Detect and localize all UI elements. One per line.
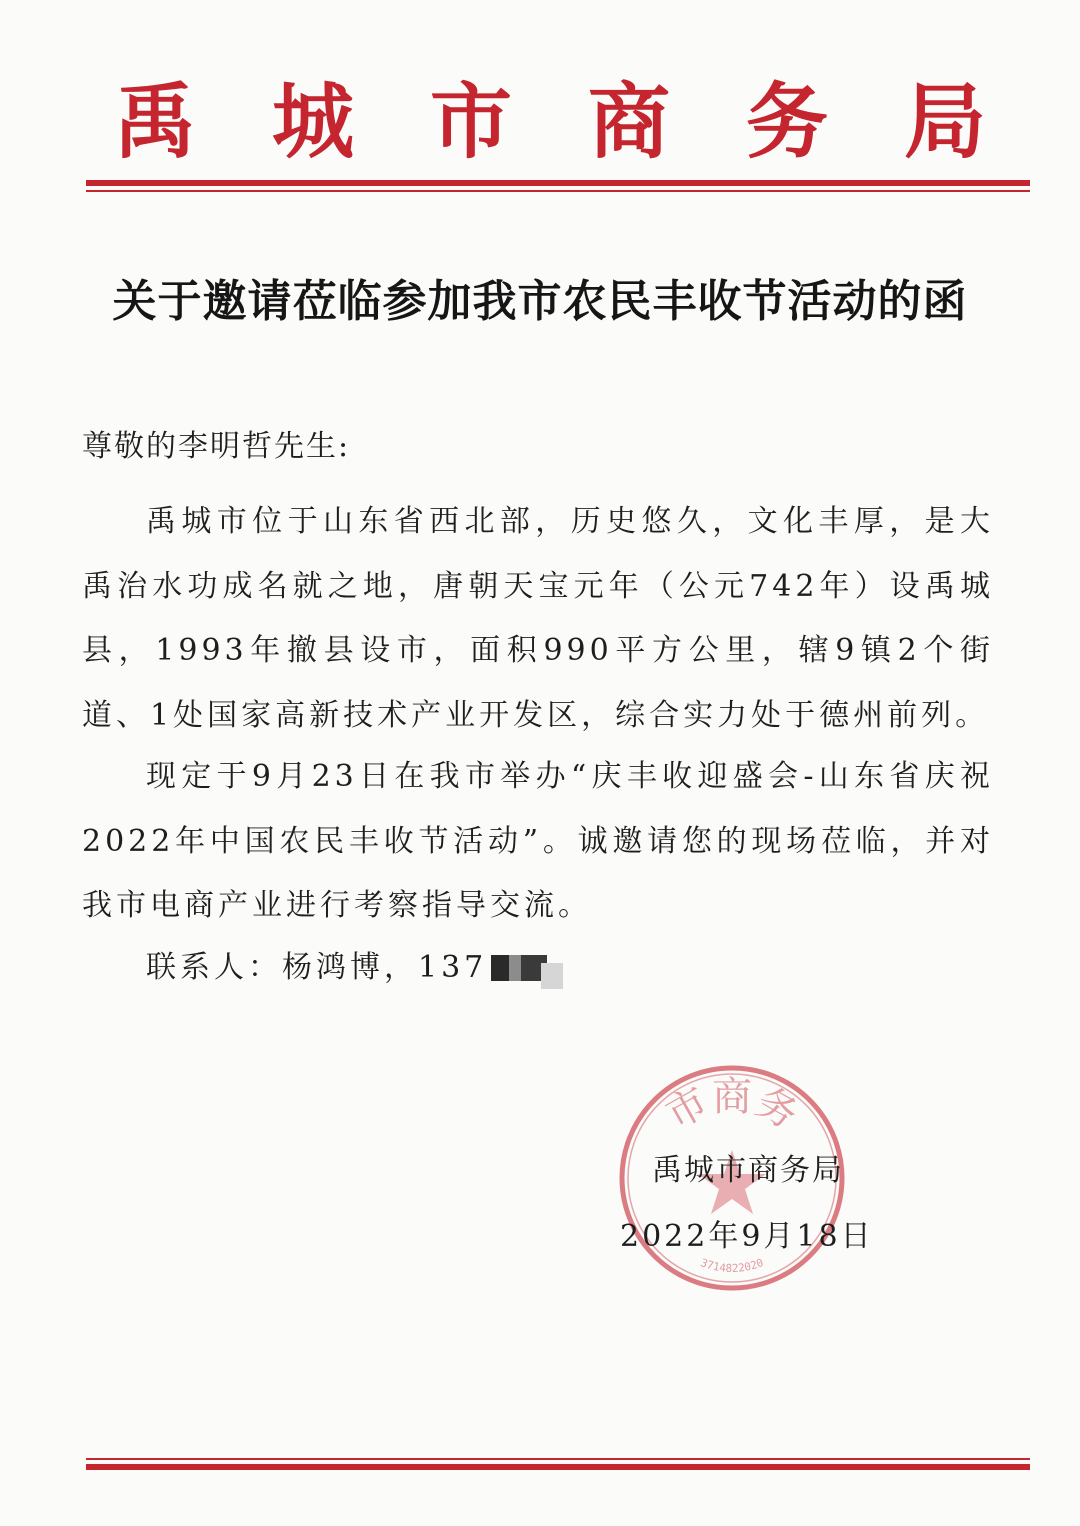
footer-rule-thin (86, 1458, 1030, 1460)
letterhead-char: 务 (745, 74, 828, 170)
letterhead-char: 局 (903, 74, 986, 170)
header-rule-thin (86, 190, 1030, 192)
redacted-phone-blur (541, 963, 563, 989)
signature-date: 2022年9月18日 (620, 1219, 874, 1254)
letterhead-char: 商 (587, 74, 670, 170)
letterhead-char: 市 (429, 74, 512, 170)
letterhead-char: 城 (271, 74, 354, 170)
body-paragraph-invitation: 现定于9月23日在我市举办“庆丰收迎盛会-山东省庆祝2022年中国农民丰收节活动”。诚邀请您的现场莅临，并对我市电商产业进行考察指导交流。 (82, 759, 994, 923)
seal-serial: 3714822020 (698, 1256, 766, 1276)
letterhead-title (100, 72, 1000, 172)
contact-line (146, 936, 563, 1001)
header-rule-thick (86, 180, 1030, 186)
redacted-phone-block (491, 955, 547, 981)
footer-rule-thick (86, 1464, 1030, 1470)
seal-top-text: 市商务 (658, 1074, 806, 1139)
signature-org: 禹城市商务局 (652, 1153, 844, 1188)
salutation: 尊敬的李明哲先生: (82, 429, 351, 464)
document-title: 关于邀请莅临参加我市农民丰收节活动的函 (112, 276, 968, 327)
contact-text: 联系人：杨鸿博，137 (146, 950, 488, 985)
body-paragraph-intro: 禹城市位于山东省西北部，历史悠久，文化丰厚，是大禹治水功成名就之地，唐朝天宝元年（公元742年）设禹城县，1993年撤县设市，面积990平方公里，辖9镇2个街道、1处国家高新技术产业开发区，综合实力处于德州前列。 (82, 504, 994, 733)
letterhead-char: 禹 (113, 74, 196, 170)
